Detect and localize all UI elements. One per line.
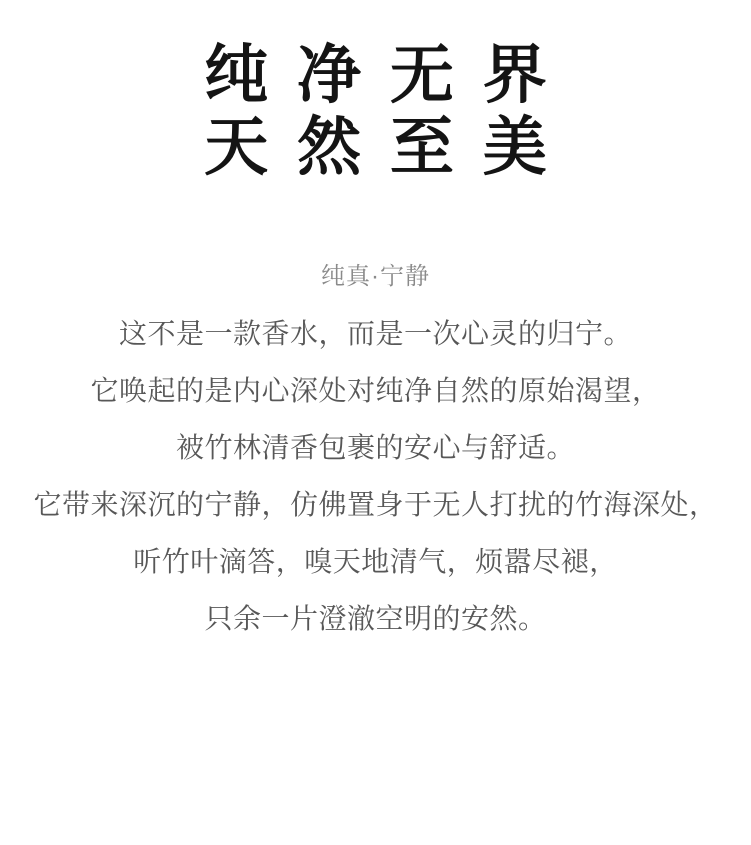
headline-line-2: 天然至美 xyxy=(204,112,576,183)
body-line: 只余一片澄澈空明的安然。 xyxy=(204,603,547,634)
headline-line-1: 纯净无界 xyxy=(204,40,576,111)
body-line: 这不是一款香水，而是一次心灵的归宁。 xyxy=(118,318,632,349)
body-line: 被竹林清香包裹的安心与舒适。 xyxy=(175,432,575,463)
subtitle: 纯真·宁静 xyxy=(321,263,430,290)
headline-block xyxy=(0,0,751,184)
body-line: 它唤起的是内心深处对纯净自然的原始渴望， xyxy=(90,375,661,406)
body-line: 它带来深沉的宁静，仿佛置身于无人打扰的竹海深处， xyxy=(33,489,718,520)
body-line: 听竹叶滴答，嗅天地清气，烦嚣尽褪， xyxy=(133,546,618,577)
copy-block xyxy=(0,248,751,647)
